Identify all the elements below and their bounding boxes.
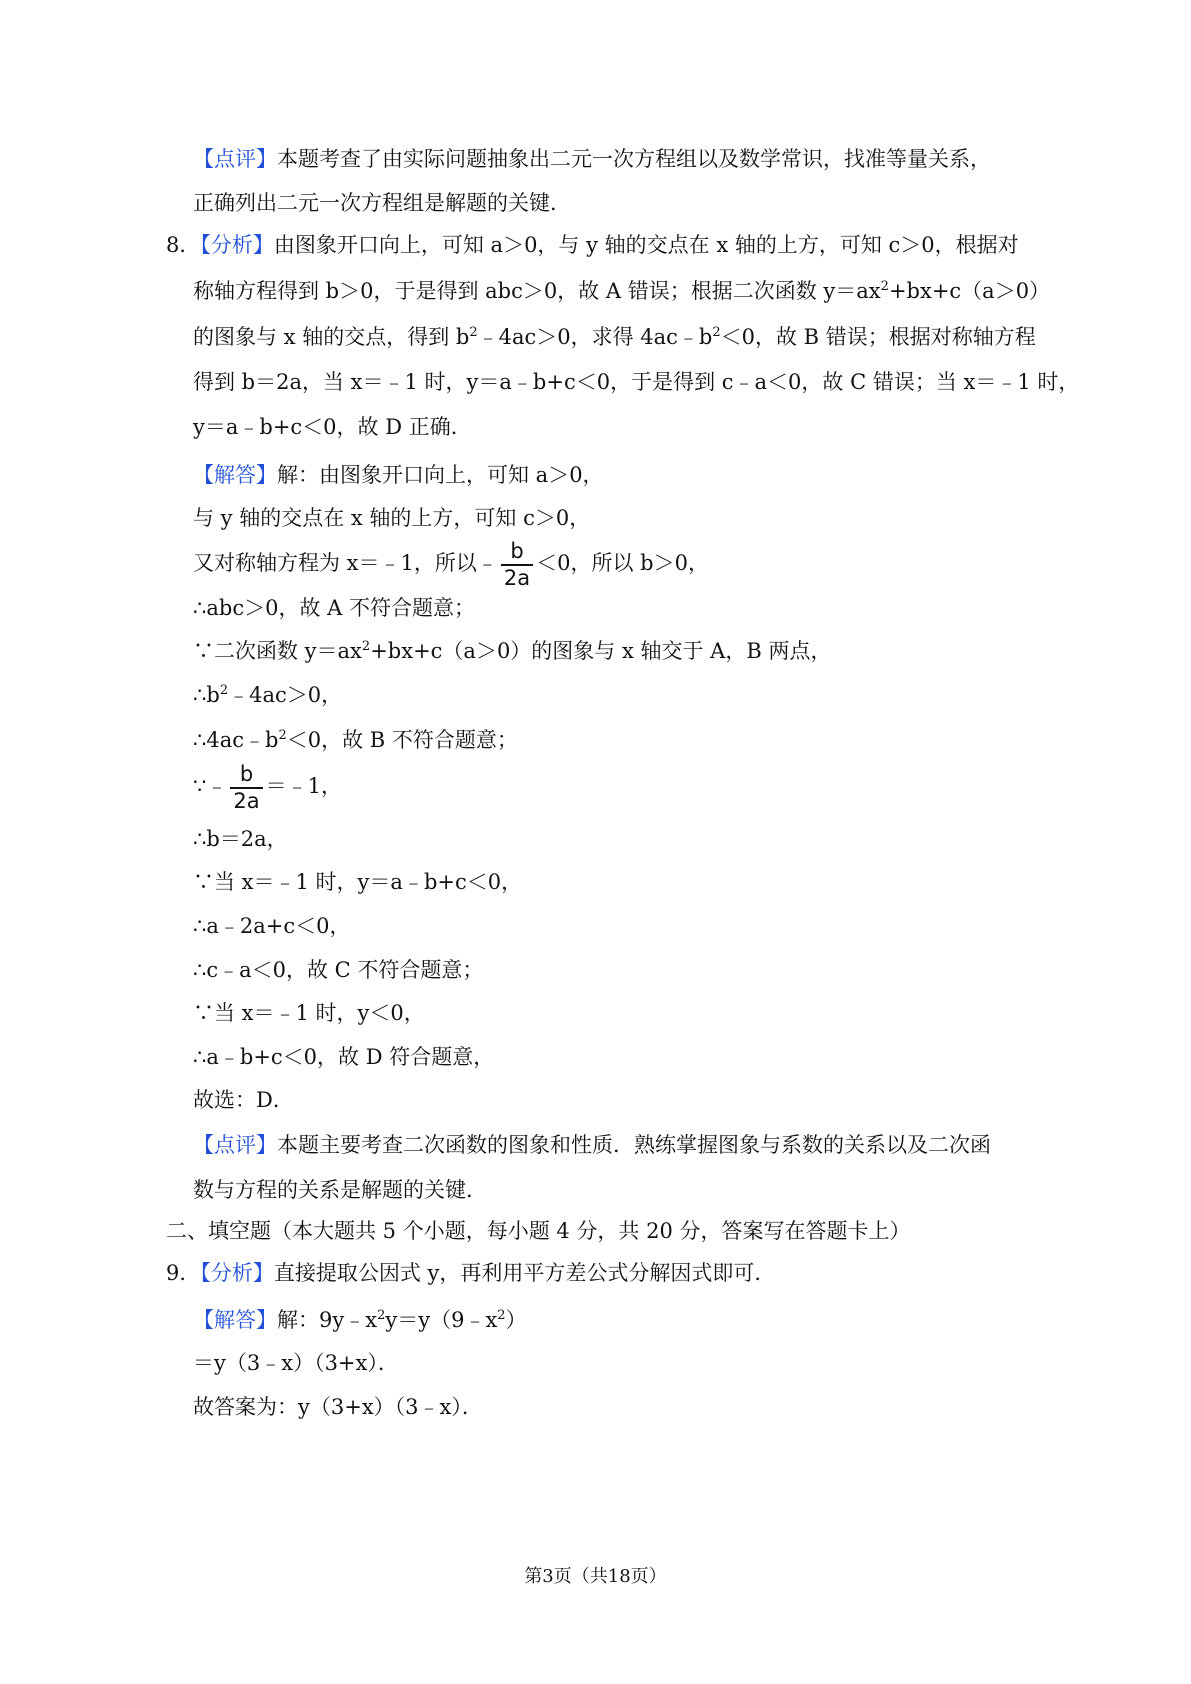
q7-comment-line-2 xyxy=(193,188,571,218)
q8-answer-line-13 xyxy=(193,998,425,1028)
q8-analysis-line-3 xyxy=(193,322,1036,352)
q8-answer-text-2: 与 y 轴的交点在 x 轴的上方，可知 c＞0， xyxy=(193,506,591,530)
q7-comment-text-2: 正确列出二元一次方程组是解题的关键． xyxy=(193,191,571,215)
q8-answer-line-2 xyxy=(193,503,590,533)
q8-analysis-text-3a: 的图象与 x 轴的交点，得到 b xyxy=(193,325,470,349)
q8-comment-text-2: 数与方程的关系是解题的关键． xyxy=(193,1178,487,1202)
answer-tag: 【解答】 xyxy=(193,463,277,487)
fraction-denominator: 2a xyxy=(501,564,533,589)
q8-answer-line-9 xyxy=(193,824,288,854)
q8-answer-text-4: ∴abc＞0，故 A 不符合题意； xyxy=(193,596,475,620)
page-number: 第3页（共18页） xyxy=(524,1566,667,1587)
q8-answer-line-3 xyxy=(193,540,709,589)
q8-answer-line-15 xyxy=(193,1085,294,1115)
q8-answer-line-6 xyxy=(193,680,342,710)
q9-answer-line-1 xyxy=(193,1305,527,1335)
comment-tag: 【点评】 xyxy=(193,1133,277,1157)
q9-answer-text-1c: ） xyxy=(505,1308,527,1332)
analysis-tag: 【分析】 xyxy=(200,233,274,257)
q8-answer-text-11: ∴a﹣2a+c＜0， xyxy=(193,914,351,938)
q9-answer-text-3: 故答案为：y（3+x）（3﹣x）． xyxy=(193,1395,483,1419)
q8-answer-line-14 xyxy=(193,1042,494,1072)
q7-comment-text-1: 本题考查了由实际问题抽象出二元一次方程组以及数学常识，找准等量关系， xyxy=(277,147,991,171)
q8-analysis-text-1: 由图象开口向上，可知 a＞0，与 y 轴的交点在 x 轴的上方，可知 c＞0，根据对 xyxy=(273,233,1019,257)
q8-answer-line-1 xyxy=(193,460,604,490)
q8-answer-line-5 xyxy=(193,636,831,666)
q8-answer-text-8b: ＝﹣1， xyxy=(265,774,342,798)
q8-answer-line-12 xyxy=(193,955,483,985)
q8-analysis-text-2b: +bx+c（a＞0） xyxy=(888,279,1051,303)
q8-answer-text-7b: ＜0，故 B 不符合题意； xyxy=(286,728,518,752)
q8-answer-text-3a: 又对称轴方程为 x＝﹣1，所以﹣ xyxy=(193,551,498,575)
q8-analysis-line-1 xyxy=(166,230,1019,260)
q8-answer-text-7a: ∴4ac﹣b xyxy=(193,728,279,752)
q8-answer-text-6a: ∴b xyxy=(193,683,220,707)
q8-analysis-text-3c: ＜0，故 B 错误；根据对称轴方程 xyxy=(720,325,1036,349)
fraction-numerator: b xyxy=(510,539,524,563)
q8-analysis-text-2a: 称轴方程得到 b＞0，于是得到 abc＞0，故 A 错误；根据二次函数 y＝ax xyxy=(193,279,881,303)
q8-answer-line-4 xyxy=(193,593,475,623)
section-heading-text: 二、填空题（本大题共 5 个小题，每小题 4 分，共 20 分，答案写在答题卡上） xyxy=(166,1219,911,1243)
page-footer xyxy=(0,1565,1191,1589)
q8-analysis-line-4 xyxy=(193,367,1079,397)
fraction-b-over-2a xyxy=(230,763,262,812)
answer-tag: 【解答】 xyxy=(193,1308,277,1332)
superscript: 2 xyxy=(469,325,478,340)
fraction-numerator: b xyxy=(239,762,254,786)
q8-analysis-text-5: y＝a﹣b+c＜0，故 D 正确． xyxy=(193,415,472,439)
q8-analysis-text-4: 得到 b＝2a，当 x＝﹣1 时，y＝a﹣b+c＜0，于是得到 c﹣a＜0，故 C 错误；当 x＝﹣1 时， xyxy=(193,370,1080,394)
q8-comment-line-2 xyxy=(193,1175,487,1205)
q8-analysis-line-2 xyxy=(193,276,1050,306)
q8-analysis-text-3b: ﹣4ac＞0，求得 4ac﹣b xyxy=(477,325,713,349)
superscript: 2 xyxy=(278,728,287,743)
comment-tag: 【点评】 xyxy=(193,147,277,171)
q9-analysis-line xyxy=(166,1258,775,1288)
q9-answer-line-3 xyxy=(193,1392,483,1422)
q9-answer-text-1a: 解：9y﹣x xyxy=(277,1308,378,1332)
q8-answer-line-10 xyxy=(193,867,522,897)
superscript: 2 xyxy=(219,683,229,698)
q9-answer-text-1b: y＝y（9﹣x xyxy=(385,1308,498,1332)
q8-comment-line-1 xyxy=(193,1130,991,1160)
q8-answer-text-1: 解：由图象开口向上，可知 a＞0， xyxy=(277,463,604,487)
q9-answer-line-2 xyxy=(193,1348,399,1378)
fraction-denominator: 2a xyxy=(230,787,262,812)
q8-answer-text-6b: ﹣4ac＞0， xyxy=(228,683,343,707)
q8-answer-text-12: ∴c﹣a＜0，故 C 不符合题意； xyxy=(193,958,484,982)
q8-analysis-line-5 xyxy=(193,412,472,442)
q8-answer-text-10: ∵当 x＝﹣1 时，y＝a﹣b+c＜0， xyxy=(193,870,523,894)
q8-number: 8． xyxy=(166,233,201,257)
analysis-tag: 【分析】 xyxy=(200,1261,274,1285)
superscript: 2 xyxy=(712,325,721,340)
q9-analysis-text: 直接提取公因式 y，再利用平方差公式分解因式即可． xyxy=(273,1261,776,1285)
q8-answer-line-7 xyxy=(193,725,518,755)
q8-answer-text-8a: ∵﹣ xyxy=(193,774,228,798)
q8-comment-text-1: 本题主要考查二次函数的图象和性质．熟练掌握图象与系数的关系以及二次函 xyxy=(277,1133,991,1157)
q8-answer-text-14: ∴a﹣b+c＜0，故 D 符合题意， xyxy=(193,1045,495,1069)
q8-answer-line-11 xyxy=(193,911,350,941)
superscript: 2 xyxy=(361,639,371,654)
q8-answer-line-8 xyxy=(193,763,342,812)
q8-answer-text-5a: ∵二次函数 y＝ax xyxy=(193,639,362,663)
q7-comment-line-1 xyxy=(193,144,991,174)
q8-answer-text-5b: +bx+c（a＞0）的图象与 x 轴交于 A，B 两点， xyxy=(370,639,832,663)
q9-answer-text-2: ＝y（3﹣x）（3+x）． xyxy=(193,1351,399,1375)
superscript: 2 xyxy=(497,1308,506,1323)
fraction-b-over-2a xyxy=(501,540,533,589)
q8-answer-text-13: ∵当 x＝﹣1 时，y＜0， xyxy=(193,1001,425,1025)
superscript: 2 xyxy=(880,279,889,294)
q8-answer-text-3b: ＜0，所以 b＞0， xyxy=(536,551,709,575)
q8-answer-text-15: 故选：D． xyxy=(193,1088,294,1112)
superscript: 2 xyxy=(377,1308,386,1323)
q9-number: 9． xyxy=(166,1261,201,1285)
section-heading xyxy=(166,1216,911,1246)
q8-answer-text-9: ∴b＝2a， xyxy=(193,827,288,851)
